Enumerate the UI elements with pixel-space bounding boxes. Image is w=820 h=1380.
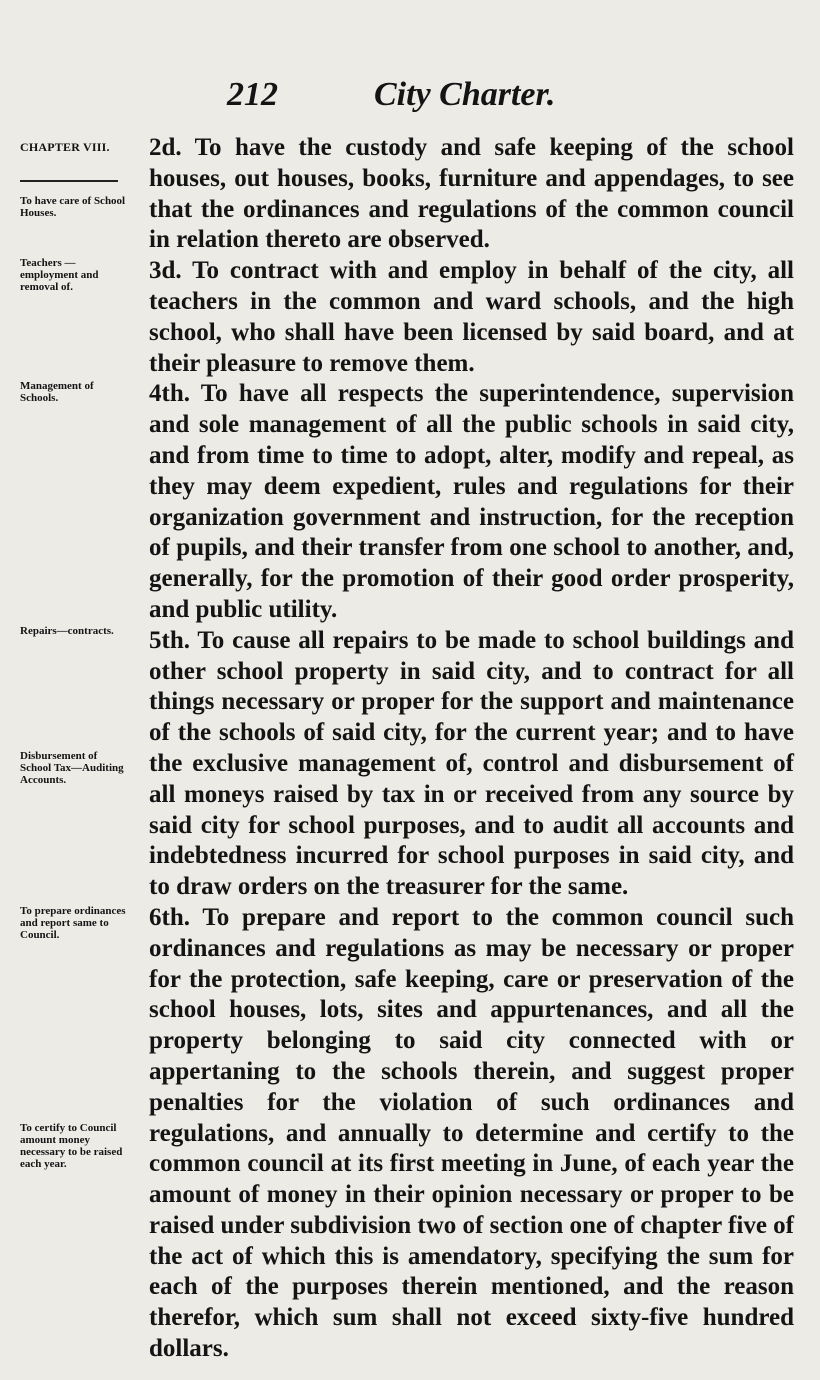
- margin-note-school-houses: To have care of School Houses.: [20, 195, 126, 219]
- body-text: [149, 133, 794, 1365]
- paragraph-3d: 3d. To contract with and employ in behalf of the city, all teachers in the common and ward schools, and the high school, who shall have been licensed by said board, and at their pleasure to remove them.: [149, 257, 794, 377]
- chapter-rule: [20, 180, 118, 182]
- running-title: City Charter.: [374, 76, 556, 113]
- margin-note-repairs: Repairs—contracts.: [20, 625, 114, 637]
- margin-note-certify: To certify to Council amount money necessary to be raised each year.: [20, 1122, 123, 1170]
- paragraph-2d: 2d. To have the custody and safe keeping of the school houses, out houses, books, furniture and appendages, to see that the ordinances and regulations of the common council in relation thereto are observed.: [149, 134, 794, 254]
- margin-note-teachers: Teachers — employment and removal of.: [20, 257, 99, 293]
- page-number: 212: [227, 76, 278, 113]
- margin-note-ordinances: To prepare ordinances and report same to Council.: [20, 905, 126, 941]
- paragraph-4th: 4th. To have all respects the superintendence, supervision and sole management of all the public schools in said city, and from time to time to adopt, alter, modify and repeal, as they may deem expedient, rules and regulations for their organization government and instruction, for the reception of pupils, and their transfer from one school to another, and, generally, for the promotion of their good order prosperity, and public utility.: [149, 380, 794, 623]
- page-header: [0, 76, 820, 126]
- margin-note-disbursement: Disbursement of School Tax—Auditing Accounts.: [20, 750, 124, 786]
- paragraph-5th: 5th. To cause all repairs to be made to school buildings and other school property in said city, and to contract for all things necessary or proper for the support and maintenance of the schools of said city, for the current year; and to have the exclusive management of, control and disbursement of all moneys raised by tax in or received from any source by said city for school purposes, and to audit all accounts and indebtedness incurred for school purposes in said city, and to draw orders on the treasurer for the same.: [149, 626, 794, 901]
- paragraph-6th: 6th. To prepare and report to the common council such ordinances and regulations as may be necessary or proper for the protection, safe keeping, care or preservation of the school houses, lots, sites and appurtenances, and all the property belonging to said city connected with or appertaning to the schools therein, and suggest proper penalties for the violation of such ordinances and regulations, and annually to determine and certify to the common council at its first meeting in June, of each year the amount of money in their opinion necessary or proper to be raised under subdivision two of section one of chapter five of the act of which this is amendatory, specifying the sum for each of the purposes therein mentioned, and the reason therefor, which sum shall not exceed sixty-five hundred dollars.: [149, 903, 794, 1363]
- chapter-label: CHAPTER VIII.: [20, 140, 110, 154]
- margin-note-management: Management of Schools.: [20, 380, 94, 404]
